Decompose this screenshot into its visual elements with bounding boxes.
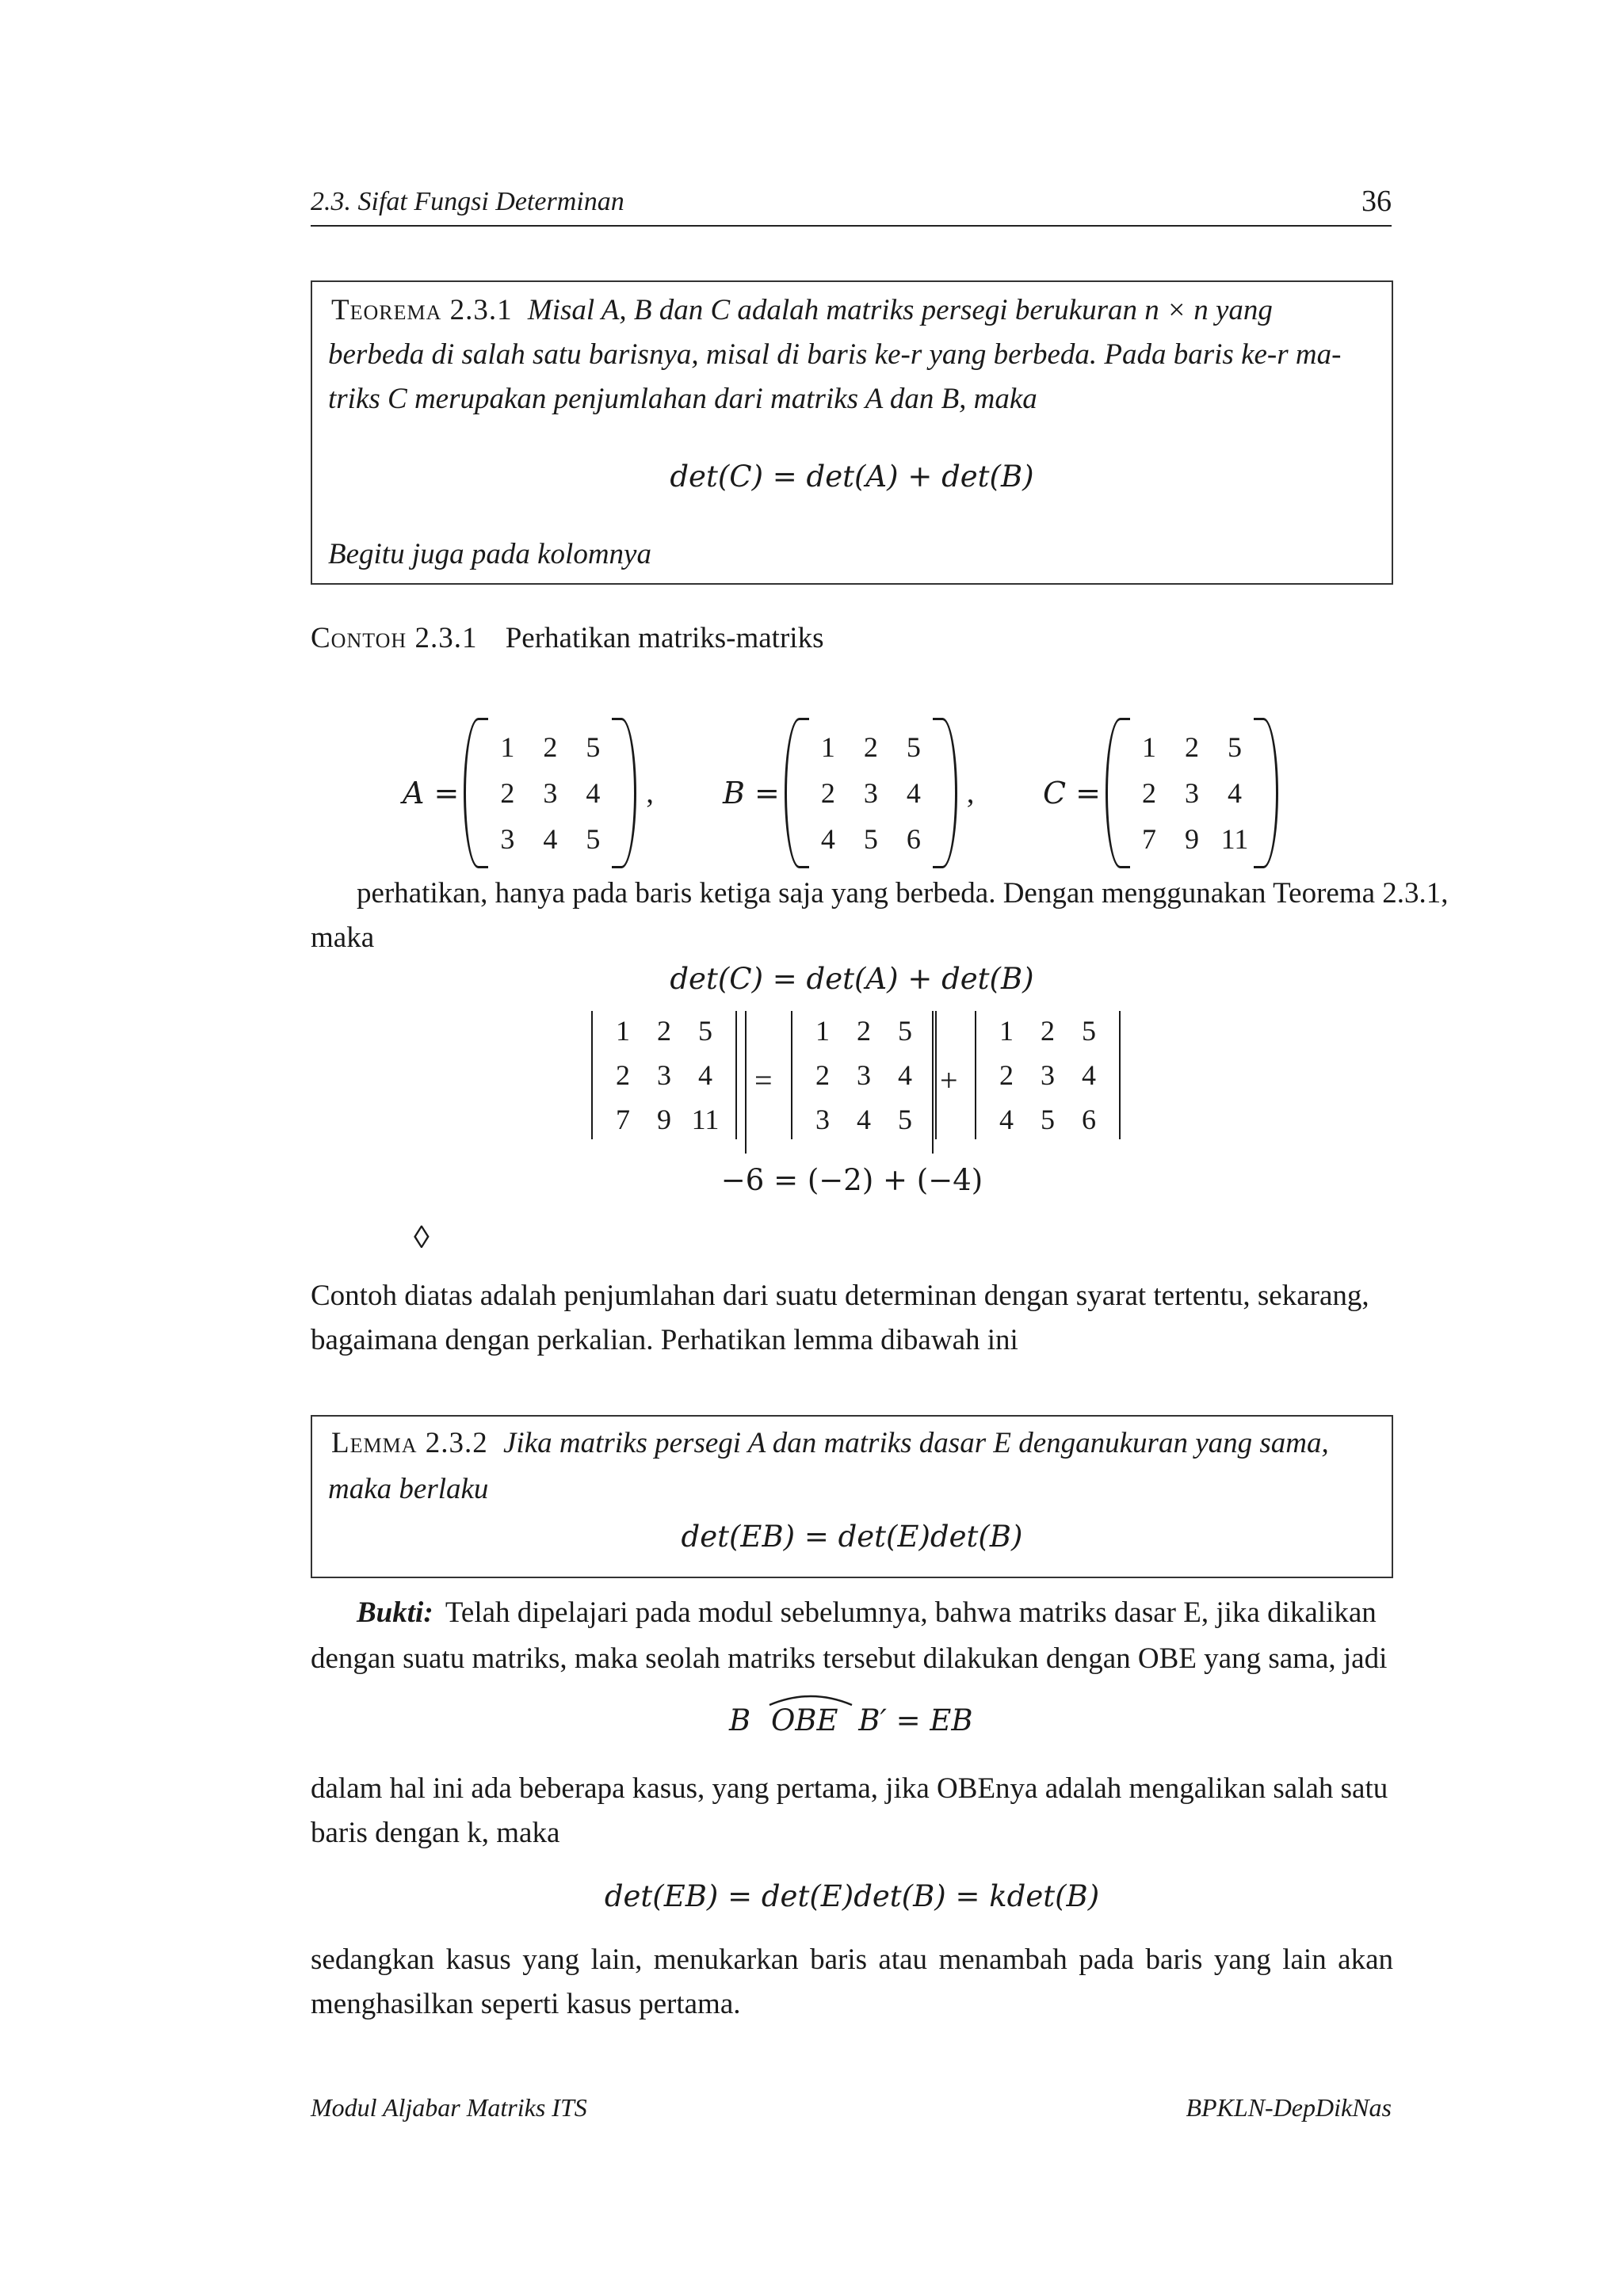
- proof-line-2: dengan suatu matriks, maka seolah matriks tersebut dilakukan dengan OBE yang sama, jadi: [311, 1642, 1388, 1675]
- det-equals: =: [754, 1062, 773, 1098]
- theorem-formula: det(C) = det(A) + det(B): [670, 460, 1034, 494]
- obe-label: OBE: [770, 1703, 838, 1737]
- example-heading: [311, 621, 823, 656]
- theorem-line-1: [331, 293, 1273, 328]
- proof-line-4: baris dengan k, maka: [311, 1817, 560, 1849]
- lemma-line-2: maka berlaku: [328, 1473, 489, 1505]
- lemma-formula: det(EB) = det(E)det(B): [681, 1520, 1023, 1554]
- proof-line-6: menghasilkan seperti kasus pertama.: [311, 1988, 741, 2020]
- lemma-line-1: [331, 1426, 1329, 1461]
- section-title: 2.3. Sifat Fungsi Determinan: [311, 187, 624, 216]
- tilde-arc: [768, 1692, 854, 1708]
- paragraph-line-1: Contoh diatas adalah penjumlahan dari suatu determinan dengan syarat tertentu, sekarang,: [311, 1280, 1369, 1312]
- det-divider: [932, 1011, 934, 1154]
- paragraph-line-2: bagaimana dengan perkalian. Perhatikan lemma dibawah ini: [311, 1324, 1018, 1356]
- det-plus: +: [940, 1062, 958, 1098]
- theorem-line-3: triks C merupakan penjumlahan dari matriks A dan B, maka: [328, 383, 1037, 415]
- example-text-1: perhatikan, hanya pada baris ketiga saja yang berbeda. Dengan menggunakan Teorema 2.3.1,: [357, 877, 1449, 910]
- example-label: Contoh 2.3.1: [311, 622, 478, 654]
- theorem-text-1: Misal A, B dan C adalah matriks persegi berukuran n × n yang: [527, 294, 1273, 326]
- matrix-B: B = 1 2 5 2 3 4 4 5 6 ,: [723, 723, 974, 864]
- theorem-label: Teorema 2.3.1: [331, 294, 513, 326]
- theorem-line-2: berbeda di salah satu barisnya, misal di baris ke-r yang berbeda. Pada baris ke-r ma-: [328, 338, 1342, 371]
- proof-line-1: [357, 1596, 1377, 1630]
- det-result: −6 = (−2) + (−4): [720, 1163, 983, 1197]
- lemma-text-1: Jika matriks persegi A dan matriks dasar E denganukuran yang sama,: [503, 1427, 1329, 1459]
- det-C: 1 2 5 2 3 4 7 9 11: [591, 1011, 737, 1139]
- theorem-footer: Begitu juga pada kolomnya: [328, 538, 651, 570]
- page-number: 36: [1361, 185, 1392, 218]
- matrix-C: C = 1 2 5 2 3 4 7 9 11: [1043, 723, 1270, 864]
- page-header: [311, 184, 1392, 227]
- proof-formula-1: B OBE B′ = EB: [729, 1703, 973, 1738]
- footer-right: BPKLN-DepDikNas: [1186, 2093, 1392, 2122]
- lemma-label: Lemma 2.3.2: [331, 1427, 488, 1459]
- proof-formula-2: det(EB) = det(E)det(B) = kdet(B): [604, 1879, 1100, 1913]
- example-intro: Perhatikan matriks-matriks: [505, 622, 824, 654]
- end-of-example-mark: ◊: [414, 1219, 430, 1255]
- example-det-formula: det(C) = det(A) + det(B): [670, 962, 1034, 996]
- proof-text-1: Telah dipelajari pada modul sebelumnya, bahwa matriks dasar E, jika dikalikan: [445, 1596, 1377, 1629]
- det-A: 1 2 5 2 3 4 3 4 5: [791, 1011, 937, 1139]
- matrix-A: A = 1 2 5 2 3 4 3 4 5 ,: [403, 723, 654, 864]
- footer-left: Modul Aljabar Matriks ITS: [311, 2093, 587, 2122]
- example-text-2: maka: [311, 921, 375, 954]
- det-B: 1 2 5 2 3 4 4 5 6: [975, 1011, 1121, 1139]
- det-divider: [745, 1011, 747, 1154]
- proof-line-3: dalam hal ini ada beberapa kasus, yang pertama, jika OBEnya adalah mengalikan salah satu: [311, 1772, 1388, 1805]
- proof-line-5: sedangkan kasus yang lain, menukarkan baris atau menambah pada baris yang lain akan: [311, 1943, 1393, 1976]
- proof-label: Bukti:: [357, 1596, 433, 1629]
